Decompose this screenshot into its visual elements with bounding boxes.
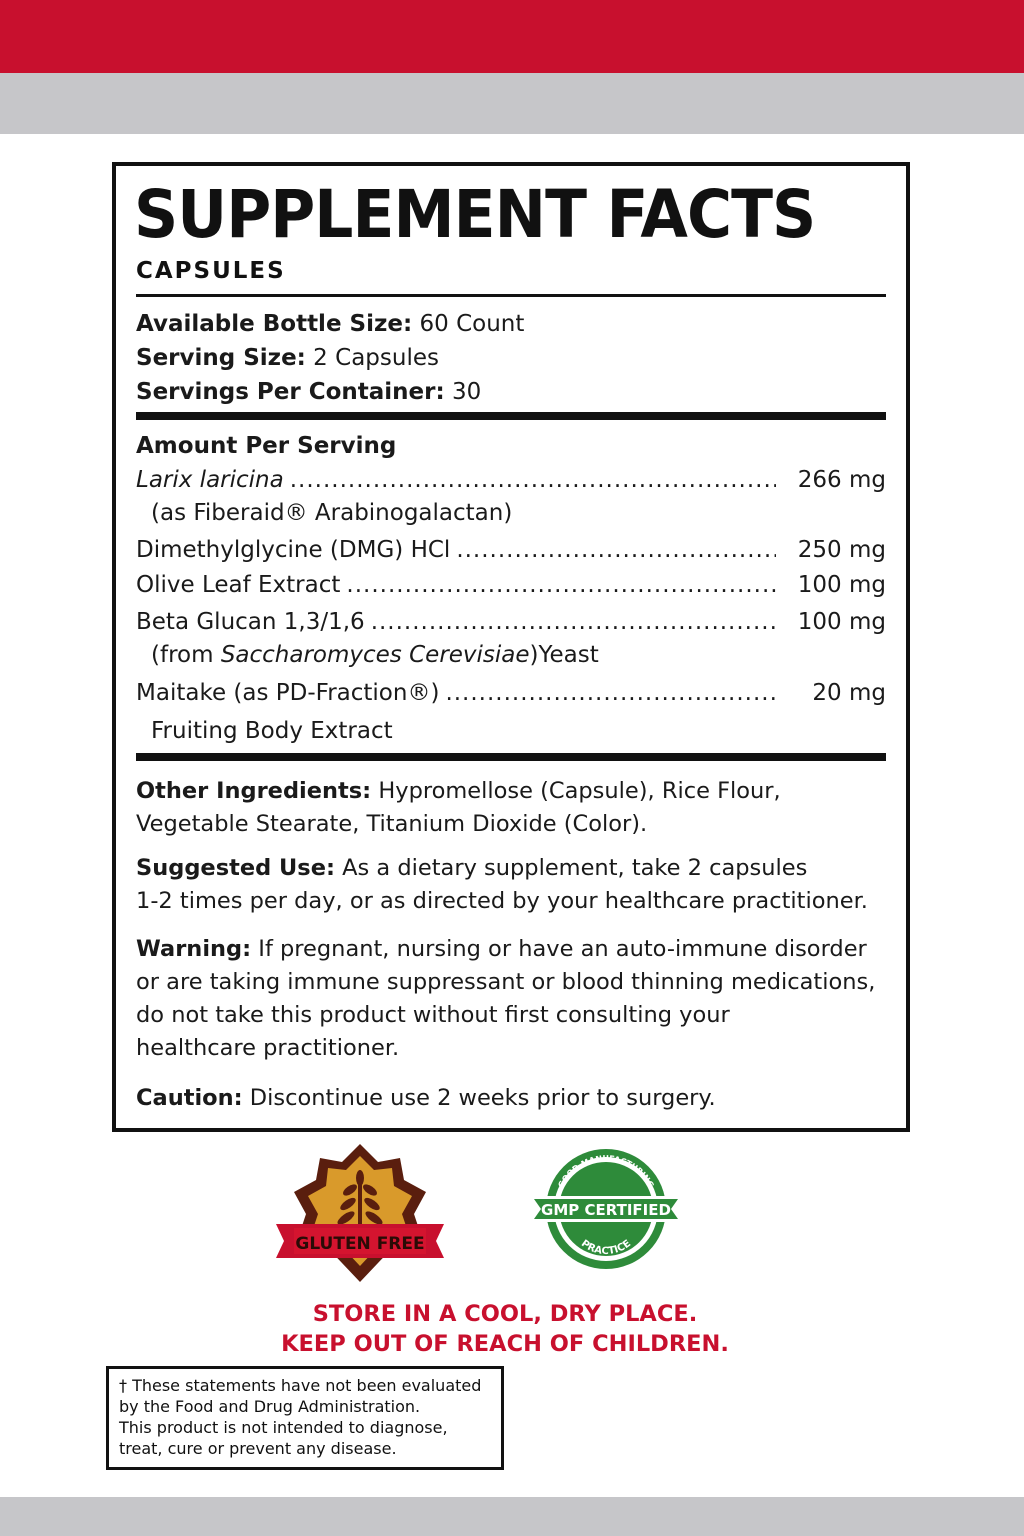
bottle-size-line xyxy=(136,309,886,339)
serving-size-line xyxy=(136,343,886,373)
servings-label: Servings Per Container: xyxy=(136,379,445,405)
dot-leader xyxy=(456,535,776,565)
wheat-icon xyxy=(276,1140,444,1286)
gmp-seal-icon xyxy=(524,1146,688,1272)
servings-value: 30 xyxy=(444,379,482,405)
ingredient-note: (as Fiberaid® Arabinogalactan) xyxy=(151,500,513,526)
storage-line-2: KEEP OUT OF REACH OF CHILDREN. xyxy=(281,1331,729,1357)
ingredient-row xyxy=(136,607,886,637)
ingredient-note: Fruiting Body Extract xyxy=(151,718,393,744)
warning: Warning: If pregnant, nursing or have an auto-immune disorder or are taking immune suppressant or blood thinning medications, do not take this product without first consulting your healthcare practitioner. xyxy=(136,936,876,1061)
other-ingredients: Other Ingredients: Hypromellose (Capsule), Rice Flour, Vegetable Stearate, Titanium Dioxide (Color). xyxy=(136,778,781,837)
ingredient-row xyxy=(136,570,886,600)
gmp-bottom-arc-label: PRACTICE xyxy=(578,1238,634,1258)
ingredient-amount: 100 mg xyxy=(797,572,886,598)
storage-line-1: STORE IN A COOL, DRY PLACE. xyxy=(312,1301,698,1327)
ingredient-row xyxy=(136,535,886,565)
ingredient-row xyxy=(136,678,886,708)
ingredient-amount: 100 mg xyxy=(797,609,886,635)
ingredient-note: (from Saccharomyces Cerevisiae)Yeast xyxy=(151,642,599,668)
gmp-center-label: GMP CERTIFIED xyxy=(541,1201,671,1219)
facts-title: SUPPLEMENT FACTS xyxy=(134,176,816,253)
dot-leader xyxy=(290,465,776,495)
ingredient-amount: 20 mg xyxy=(812,680,886,706)
serving-size-label: Serving Size: xyxy=(136,345,306,371)
ingredient-name: Dimethylglycine (DMG) HCl xyxy=(136,537,451,563)
amount-per-serving-heading: Amount Per Serving xyxy=(136,433,397,459)
suggested-use: Suggested Use: As a dietary supplement, take 2 capsules 1-2 times per day, or as directed by your healthcare practitioner. xyxy=(136,855,868,914)
divider-thick xyxy=(136,412,886,420)
ingredient-row xyxy=(136,465,886,495)
gluten-free-badge xyxy=(276,1140,444,1286)
gmp-certified-badge xyxy=(524,1146,688,1272)
bottle-size-value: 60 Count xyxy=(412,311,525,337)
caution: Caution: Discontinue use 2 weeks prior to surgery. xyxy=(136,1085,716,1111)
ingredient-name: Larix laricina xyxy=(136,467,284,493)
serving-size-value: 2 Capsules xyxy=(305,345,439,371)
dot-leader xyxy=(346,570,776,600)
servings-per-container-line xyxy=(136,377,886,407)
gmp-top-arc-label: GOOD MANUFACTURING xyxy=(556,1153,656,1190)
ingredient-name: Maitake (as PD-Fraction®) xyxy=(136,680,440,706)
ingredient-name: Beta Glucan 1,3/1,6 xyxy=(136,609,365,635)
divider-thick xyxy=(136,753,886,761)
top-gray-band xyxy=(0,73,1024,134)
dot-leader xyxy=(371,607,776,637)
facts-subtitle: CAPSULES xyxy=(136,258,286,284)
bottle-size-label: Available Bottle Size: xyxy=(136,311,413,337)
fda-disclaimer: † These statements have not been evaluated by the Food and Drug Administration. This product is not intended to diagnose, treat, cure or prevent any disease. xyxy=(106,1366,504,1470)
top-red-band xyxy=(0,0,1024,73)
ingredient-amount: 250 mg xyxy=(797,537,886,563)
gluten-free-label: GLUTEN FREE xyxy=(295,1234,425,1254)
bottom-gray-band xyxy=(0,1497,1024,1536)
dot-leader xyxy=(445,678,776,708)
supplement-facts-panel xyxy=(112,162,910,1132)
ingredient-amount: 266 mg xyxy=(797,467,886,493)
ingredient-name: Olive Leaf Extract xyxy=(136,572,341,598)
divider-thin xyxy=(136,294,886,297)
